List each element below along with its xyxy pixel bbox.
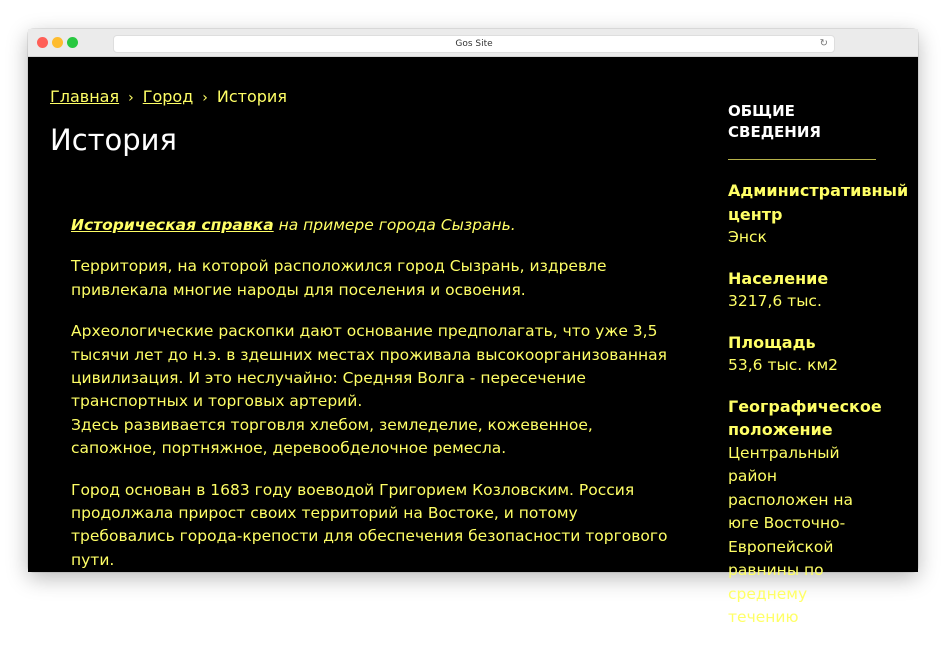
breadcrumb-home-link[interactable]: Главная: [50, 87, 120, 106]
sidebar-divider: [728, 159, 876, 160]
article-paragraph-text: Здесь развивается торговля хлебом, земледелие, кожевенное, сапожное, портняжное, деревообделочное ремесла.: [71, 415, 593, 458]
browser-titlebar: [28, 29, 918, 57]
fact-label: Административный центр: [728, 181, 909, 224]
fact-label: Население: [728, 268, 829, 288]
browser-window: [28, 29, 918, 626]
fact-population: [728, 267, 903, 314]
reload-icon[interactable]: ↻: [819, 38, 828, 49]
breadcrumb: [50, 87, 287, 106]
historical-note-link[interactable]: Историческая справка: [71, 216, 274, 234]
article-intro: [71, 214, 671, 237]
minimize-window-button[interactable]: [52, 37, 63, 48]
fact-label: Географическое положение: [728, 396, 882, 439]
fact-value: Центральный район расположен на юге Восточно-Европейской равнины по среднему течению: [728, 443, 854, 626]
breadcrumb-separator: ›: [128, 90, 134, 106]
article-intro-text: на примере города Сызрань.: [273, 216, 516, 234]
article-paragraph: [71, 320, 671, 460]
zoom-window-button[interactable]: [67, 37, 78, 48]
article-paragraph: Территория, на которой расположился город Сызрань, издревле привлекала многие народы для поселения и освоения.: [71, 257, 607, 299]
fact-label: Площадь: [728, 332, 816, 352]
breadcrumb-current: История: [216, 87, 287, 106]
article-paragraph: Город основан в 1683 году воеводой Григорием Козловским. Россия продолжала прирост своих территорий на Востоке, и потому требовались города-крепости для обеспечения безопасности торгового пути.: [71, 480, 668, 569]
fact-geographic-position: [728, 395, 903, 630]
fact-area: [728, 331, 903, 378]
page-title: История: [50, 123, 177, 157]
fact-value: Энск: [728, 228, 767, 246]
close-window-button[interactable]: [37, 37, 48, 48]
fact-value: 3217,6 тыс.: [728, 292, 822, 310]
fact-value: 53,6 тыс. км2: [728, 356, 838, 374]
fact-admin-center: [728, 179, 909, 250]
sidebar-heading: ОБЩИЕ СВЕДЕНИЯ: [728, 102, 821, 141]
breadcrumb-city-link[interactable]: Город: [142, 87, 194, 106]
address-bar-title: Gos Site: [455, 39, 493, 49]
address-bar[interactable]: [113, 35, 835, 53]
article-paragraph-text: Археологические раскопки дают основание предполагать, что уже 3,5 тысячи лет до н.э. в здешних местах проживала высокоорганизованная цивилизация. И это неслучайно: Средняя Волга - пересечение транспортных и торговых артерий.: [71, 322, 667, 411]
page-content: [28, 57, 918, 626]
general-info-sidebar: [728, 101, 908, 647]
article-body: [71, 214, 671, 590]
breadcrumb-separator: ›: [202, 90, 208, 106]
